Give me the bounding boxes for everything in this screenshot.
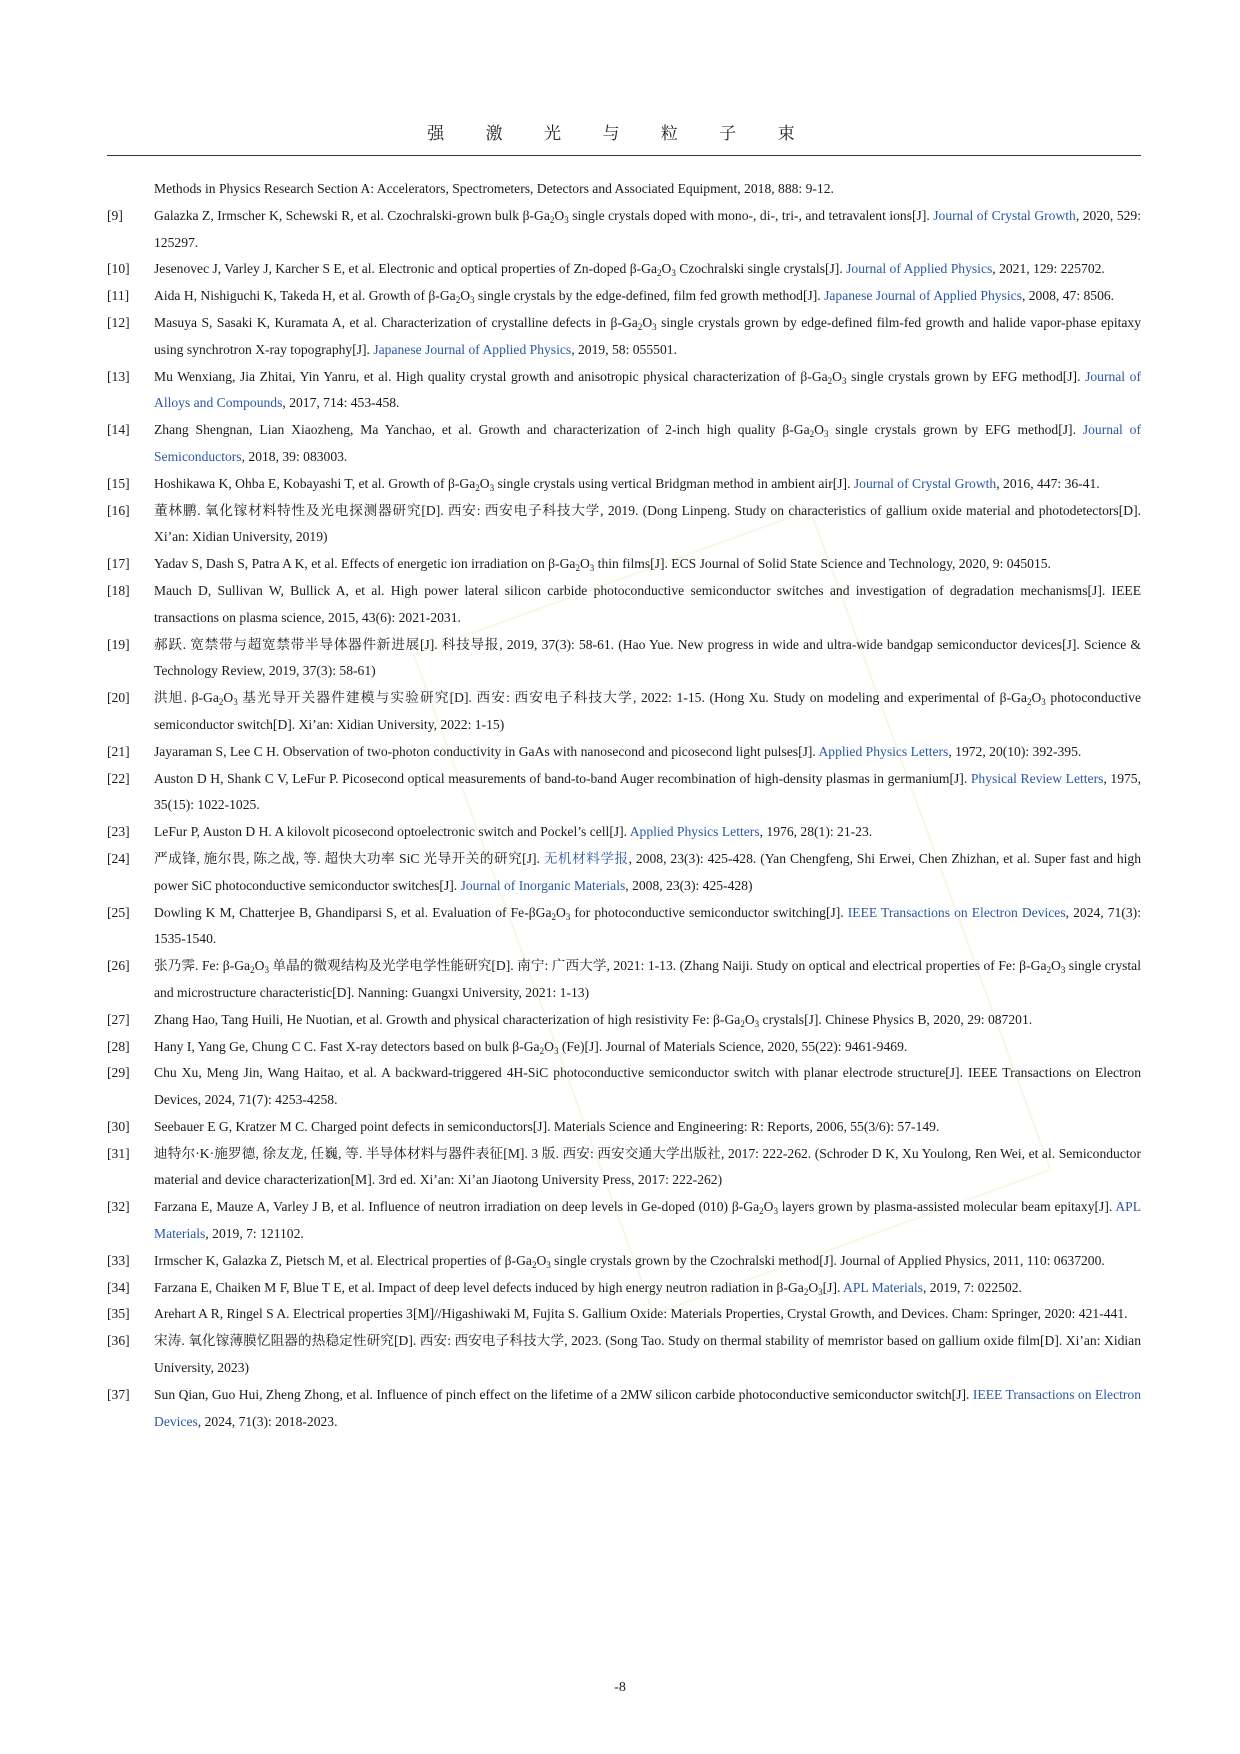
- reference-list: [107, 176, 1141, 1435]
- reference-text-segment: , 2024, 71(3): 2018-2023.: [197, 1413, 338, 1429]
- subscript: 2: [551, 911, 556, 922]
- reference-number: [14]: [107, 422, 130, 438]
- reference-text-segment: 张乃霁. Fe: β-Ga: [154, 958, 251, 974]
- reference-number: [37]: [107, 1386, 130, 1402]
- journal-link[interactable]: Journal of Inorganic Materials: [460, 877, 626, 893]
- reference-text-segment: 郝跃. 宽禁带与超宽禁带半导体器件新进展[J]. 科技导报, 2019, 37(3): 58-61. (Hao Yue. New progress in wide and ultra-wide bandgap semiconductor devices[J]. Science & Technology Review, 2019, 37(3): 58-61): [154, 636, 1141, 679]
- reference-text-segment: O: [642, 314, 653, 330]
- subscript: 3: [470, 295, 475, 306]
- reference-item: [107, 1141, 1141, 1195]
- subscript: 3: [1060, 965, 1066, 976]
- subscript: 3: [489, 482, 495, 493]
- reference-text-segment: O: [814, 422, 824, 438]
- subscript: 2: [1026, 697, 1032, 708]
- reference-number: [25]: [107, 904, 130, 920]
- page-number: -8: [614, 1680, 626, 1695]
- reference-text-segment: Mauch D, Sullivan W, Bullick A, et al. High power lateral silicon carbide photoconductive semiconductor switches and investigation of degradation mechanisms[J]. IEEE transactions on plasma science, 2015, 43(6): 2021-2031.: [154, 582, 1141, 625]
- subscript: 2: [455, 295, 461, 306]
- reference-text-segment: Dowling K M, Chatterjee B, Ghandiparsi S, et al. Evaluation of Fe-βGa: [154, 904, 552, 920]
- reference-text: [154, 1119, 939, 1134]
- reference-text: Methods in Physics Research Section A: Accelerators, Spectrometers, Detectors and Associated Equipment, 2018, 888: 9-12.: [154, 181, 834, 196]
- reference-number: [29]: [107, 1065, 130, 1081]
- subscript: 2: [549, 214, 555, 225]
- reference-text-segment: , 2008, 23(3): 425-428): [625, 877, 753, 893]
- subscript: 2: [803, 1286, 809, 1297]
- journal-link[interactable]: 无机材料学报: [543, 850, 629, 866]
- reference-item: [107, 1382, 1141, 1436]
- reference-text-segment: O: [808, 1279, 819, 1295]
- reference-item: [107, 417, 1141, 471]
- subscript: 3: [233, 697, 238, 708]
- reference-item: [107, 1007, 1141, 1034]
- reference-text: [154, 1280, 1022, 1295]
- subscript: 2: [1046, 965, 1051, 976]
- reference-text-segment: Hany I, Yang Ge, Chung C C. Fast X-ray detectors based on bulk β-Ga: [154, 1038, 540, 1054]
- reference-text-segment: , 2019, 7: 022502.: [922, 1279, 1022, 1295]
- journal-link[interactable]: Applied Physics Letters: [629, 824, 760, 840]
- reference-text-segment: 迪特尔·K·施罗德, 徐友龙, 任巍, 等. 半导体材料与器件表征[M]. 3 版. 西安: 西安交通大学出版社, 2017: 222-262. (Schroder D K, Xu Youlong, Ren Wei, et al. Semiconductor material and device characterization[M]. 3rd ed. Xi’an: Xi’an Jiaotong University Press, 2017: 222-262): [154, 1145, 1141, 1188]
- reference-text-segment: Zhang Shengnan, Lian Xiaozheng, Ma Yanchao, et al. Growth and characterization of 2-inch high quality β-Ga: [154, 422, 810, 438]
- journal-link[interactable]: Journal of Alloys and Compounds: [154, 368, 1141, 411]
- reference-text-segment: O: [579, 556, 590, 572]
- reference-number: [23]: [107, 824, 130, 840]
- subscript: 2: [657, 268, 662, 279]
- journal-link[interactable]: IEEE Transactions on Electron Devices: [154, 1386, 1142, 1429]
- reference-text-segment: , 2024, 71(3): 1535-1540.: [154, 904, 1141, 947]
- reference-text-segment: single crystals doped with mono-, di-, tri-, and tetravalent ions[J].: [568, 207, 934, 223]
- reference-item: [107, 1301, 1141, 1328]
- reference-number: [20]: [107, 690, 130, 706]
- reference-text: [154, 261, 1105, 279]
- reference-text-segment: LeFur P, Auston D H. A kilovolt picosecond optoelectronic switch and Pockel’s cell[J].: [154, 824, 630, 840]
- reference-text: [154, 744, 1081, 759]
- reference-item: [107, 471, 1141, 498]
- reference-text-segment: O: [536, 1252, 547, 1268]
- reference-text-segment: , 1976, 28(1): 21-23.: [759, 824, 873, 840]
- reference-number: [34]: [107, 1279, 130, 1295]
- reference-item: [107, 1194, 1141, 1248]
- subscript: 2: [250, 965, 255, 976]
- reference-text-segment: single crystals by the edge-defined, film fed growth method[J].: [474, 288, 825, 304]
- reference-text: [154, 315, 1141, 357]
- header-rule: [107, 155, 1141, 156]
- reference-item: [107, 1275, 1141, 1302]
- subscript: 3: [565, 911, 571, 922]
- reference-text-segment: , 2016, 447: 36-41.: [996, 475, 1100, 491]
- subscript: 3: [823, 429, 829, 440]
- reference-text: [154, 1012, 1032, 1027]
- reference-item: [107, 953, 1141, 1007]
- reference-text-segment: O: [254, 958, 265, 974]
- subscript: 3: [773, 1206, 778, 1217]
- subscript: 3: [264, 965, 269, 976]
- reference-text-segment: single crystals using vertical Bridgman method in ambient air[J].: [494, 475, 854, 491]
- reference-text-segment: 洪旭. β-Ga: [154, 690, 219, 706]
- reference-text-segment: , 2017, 714: 453-458.: [282, 395, 400, 411]
- reference-item: [107, 819, 1141, 846]
- reference-text-segment: single crystals grown by EFG method[J].: [846, 368, 1086, 384]
- subscript: 2: [531, 1259, 537, 1270]
- reference-text: [154, 637, 1141, 679]
- reference-text-segment: Yadav S, Dash S, Patra A K, et al. Effects of energetic ion irradiation on β-Ga: [154, 556, 576, 572]
- reference-text: [154, 824, 872, 839]
- reference-number: [11]: [107, 288, 130, 304]
- reference-text: [154, 690, 1141, 732]
- reference-text-segment: (Fe)[J]. Journal of Materials Science, 2020, 55(22): 9461-9469.: [558, 1038, 908, 1054]
- journal-link[interactable]: IEEE Transactions on Electron Devices: [847, 904, 1066, 920]
- journal-link[interactable]: Journal of Applied Physics: [846, 261, 993, 277]
- reference-text-segment: for photoconductive semiconductor switching[J].: [570, 904, 848, 920]
- reference-number: [17]: [107, 556, 130, 572]
- reference-item: [107, 632, 1141, 686]
- subscript: 2: [759, 1206, 764, 1217]
- reference-text: [154, 1039, 907, 1054]
- reference-number: [35]: [107, 1306, 130, 1322]
- reference-text: [154, 1387, 1141, 1429]
- reference-item: [107, 846, 1141, 900]
- journal-link[interactable]: Applied Physics Letters: [818, 743, 949, 759]
- reference-text: [154, 905, 1141, 947]
- reference-text-segment: single crystals grown by EFG method[J].: [828, 422, 1083, 438]
- subscript: 2: [218, 697, 224, 708]
- journal-link[interactable]: Journal of Crystal Growth: [933, 207, 1076, 223]
- subscript: 3: [818, 1286, 823, 1297]
- reference-text-segment: , 2008, 23(3): 425-428. (Yan Chengfeng, Shi Erwei, Chen Zhizhan, et al. Super fast and high power SiC photoconductive semiconductor switches[J].: [154, 850, 1142, 893]
- reference-item: [107, 283, 1141, 310]
- subscript: 3: [842, 375, 847, 386]
- reference-text-segment: single crystals grown by the Czochralski method[J]. Journal of Applied Physics, 2011, 110: 0637200.: [550, 1252, 1105, 1268]
- reference-item: [107, 310, 1141, 364]
- reference-number: [21]: [107, 743, 130, 759]
- reference-number: [33]: [107, 1252, 130, 1268]
- reference-text: [154, 1146, 1141, 1188]
- reference-item: [107, 364, 1141, 418]
- reference-item: [107, 498, 1141, 552]
- reference-text-segment: [J].: [822, 1279, 844, 1295]
- reference-item: [107, 203, 1141, 257]
- reference-text: [154, 556, 1051, 574]
- journal-header: 强 激 光 与 粒 子 束: [427, 124, 813, 144]
- reference-number: [19]: [107, 636, 130, 652]
- subscript: 2: [809, 429, 815, 440]
- reference-text-segment: O: [479, 475, 490, 491]
- subscript: 2: [740, 1018, 745, 1029]
- reference-text: [154, 208, 1141, 250]
- reference-text-segment: , 2018, 39: 083003.: [241, 448, 348, 464]
- reference-item: [107, 1114, 1141, 1141]
- subscript: 3: [671, 268, 676, 279]
- reference-text: [154, 1065, 1141, 1107]
- reference-text-segment: , 1975, 35(15): 1022-1025.: [154, 770, 1141, 813]
- reference-number: [36]: [107, 1333, 130, 1349]
- reference-text-segment: Galazka Z, Irmscher K, Schewski R, et al. Czochralski-grown bulk β-Ga: [154, 207, 550, 223]
- reference-text-segment: photoconductive semiconductor switch[D]. Xi’an: Xidian University, 2022: 1-15): [154, 690, 1141, 732]
- reference-text-segment: Farzana E, Chaiken M F, Blue T E, et al. Impact of deep level defects induced by high energy neutron radiation in β-Ga: [154, 1279, 804, 1295]
- reference-text: [154, 422, 1141, 464]
- subscript: 2: [539, 1045, 545, 1056]
- reference-text-segment: Jesenovec J, Varley J, Karcher S E, et al. Electronic and optical properties of Zn-doped β-Ga: [154, 261, 658, 277]
- reference-text-segment: 宋涛. 氧化镓薄膜忆阻器的热稳定性研究[D]. 西安: 西安电子科技大学, 2023. (Song Tao. Study on thermal stability of memristor based on gallium oxide film[D]. Xi’an: Xidian University, 2023): [154, 1333, 1141, 1376]
- reference-number: [12]: [107, 314, 130, 330]
- reference-number: [13]: [107, 368, 130, 384]
- journal-link[interactable]: Japanese Journal of Applied Physics: [373, 341, 572, 357]
- reference-number: [32]: [107, 1199, 130, 1215]
- reference-text-segment: Zhang Hao, Tang Huili, He Nuotian, et al. Growth and physical characterization of high resistivity Fe: β-Ga: [154, 1011, 741, 1027]
- reference-item: [107, 739, 1141, 766]
- reference-text-segment: Arehart A R, Ringel S A. Electrical properties 3[M]//Higashiwaki M, Fujita S. Gallium Oxide: Materials Properties, Crystal Growth, and Devices. Cham: Springer, 2020: 421-441.: [154, 1306, 1128, 1322]
- reference-text-segment: Czochralski single crystals[J].: [675, 261, 847, 277]
- reference-item: [107, 256, 1141, 283]
- reference-text-segment: O: [556, 904, 566, 920]
- reference-text-segment: , 2021, 129: 225702.: [992, 261, 1105, 277]
- reference-text-segment: Sun Qian, Guo Hui, Zheng Zhong, et al. Influence of pinch effect on the lifetime of a 2MW silicon carbide photoconductive semiconductor switch[J].: [154, 1386, 973, 1402]
- subscript: 2: [575, 563, 580, 574]
- reference-item: [107, 1034, 1141, 1061]
- reference-text: [154, 958, 1141, 1000]
- reference-number: [26]: [107, 958, 130, 974]
- reference-number: [18]: [107, 582, 130, 598]
- reference-text-segment: , 2019, 58: 055501.: [571, 341, 677, 357]
- reference-text: [154, 851, 1141, 893]
- reference-text-segment: crystals[J]. Chinese Physics B, 2020, 29: 087201.: [759, 1011, 1033, 1027]
- reference-item: [107, 1328, 1141, 1382]
- subscript: 3: [546, 1259, 551, 1270]
- reference-number: [16]: [107, 502, 130, 518]
- reference-text-segment: O: [460, 288, 471, 304]
- reference-text-segment: single crystals grown by edge-defined film-fed growth and halide vapor-phase epitaxy using synchrotron X-ray topography[J].: [154, 314, 1141, 357]
- reference-text-segment: , 2008, 47: 8506.: [1021, 288, 1115, 304]
- reference-continuation: [107, 176, 1141, 203]
- reference-number: [28]: [107, 1038, 130, 1054]
- reference-text: [154, 583, 1141, 625]
- reference-text-segment: O: [544, 1038, 554, 1054]
- reference-item: [107, 766, 1141, 820]
- reference-text-segment: Seebauer E G, Kratzer M C. Charged point defects in semiconductors[J]. Materials Science and Engineering: R: Reports, 2006, 55(3/6): 57-149.: [154, 1118, 940, 1134]
- reference-text-segment: 单晶的微观结构及光学电学性能研究[D]. 南宁: 广西大学, 2021: 1-13. (Zhang Naiji. Study on optical and electrical properties of Fe: β-Ga: [268, 958, 1047, 974]
- reference-text-segment: 董林鹏. 氧化镓材料特性及光电探测器研究[D]. 西安: 西安电子科技大学, 2019. (Dong Linpeng. Study on characteristics of gallium oxide material and photodetectors[D]. Xi’an: Xidian University, 2019): [154, 502, 1141, 545]
- journal-link[interactable]: Journal of Semiconductors: [154, 422, 1141, 464]
- reference-number: [31]: [107, 1145, 130, 1161]
- reference-text-segment: Irmscher K, Galazka Z, Pietsch M, et al. Electrical properties of β-Ga: [154, 1252, 532, 1268]
- journal-link[interactable]: APL Materials: [154, 1199, 1141, 1242]
- reference-text-segment: , 2019, 7: 121102.: [205, 1226, 304, 1242]
- reference-item: [107, 551, 1141, 578]
- journal-link[interactable]: Physical Review Letters: [970, 770, 1104, 786]
- reference-item: [107, 900, 1141, 954]
- reference-text-segment: O: [744, 1011, 755, 1027]
- reference-item: [107, 685, 1141, 739]
- subscript: 3: [589, 563, 595, 574]
- reference-number: [30]: [107, 1118, 130, 1134]
- reference-text-segment: 基光导开关器件建模与实验研究[D]. 西安: 西安电子科技大学, 2022: 1-15. (Hong Xu. Study on modeling and experimental of β-Ga: [237, 690, 1027, 706]
- subscript: 3: [553, 1045, 559, 1056]
- reference-text-segment: , 2020, 529: 125297.: [154, 207, 1141, 250]
- reference-number: [22]: [107, 770, 130, 786]
- reference-text: [154, 771, 1141, 813]
- reference-text-segment: 严成锋, 施尔畏, 陈之战, 等. 超快大功率 SiC 光导开关的研究[J].: [154, 850, 544, 866]
- reference-item: [107, 1060, 1141, 1114]
- reference-text-segment: Chu Xu, Meng Jin, Wang Haitao, et al. A backward-triggered 4H-SiC photoconductive semiconductor switch with planar electrode structure[J]. IEEE Transactions on Electron Devices, 2024, 71(7): 4253-4258.: [154, 1065, 1141, 1108]
- reference-item: [107, 1248, 1141, 1275]
- reference-text: [154, 288, 1115, 306]
- reference-text: [154, 476, 1100, 491]
- reference-text: [154, 1199, 1141, 1241]
- reference-number: [9]: [107, 207, 123, 223]
- subscript: 3: [652, 321, 657, 332]
- reference-number: [15]: [107, 475, 130, 491]
- journal-link[interactable]: Japanese Journal of Applied Physics: [824, 288, 1022, 304]
- reference-text-segment: Farzana E, Mauze A, Varley J B, et al. Influence of neutron irradiation on deep levels in Ge-doped (010) β-Ga: [154, 1199, 760, 1215]
- reference-text: [154, 369, 1141, 411]
- reference-text-segment: O: [763, 1199, 774, 1215]
- reference-text-segment: O: [1050, 958, 1061, 974]
- reference-text-segment: Mu Wenxiang, Jia Zhitai, Yin Yanru, et al. High quality crystal growth and anisotropic physical characterization of β-Ga: [154, 368, 828, 384]
- reference-item: [107, 578, 1141, 632]
- reference-text: [154, 1306, 1128, 1321]
- subscript: 2: [475, 482, 480, 493]
- subscript: 2: [827, 375, 833, 386]
- reference-text-segment: Jayaraman S, Lee C H. Observation of two-photon conductivity in GaAs with nanosecond and picosecond light pulses[J].: [154, 743, 819, 759]
- journal-link[interactable]: APL Materials: [843, 1279, 923, 1295]
- reference-text-segment: Aida H, Nishiguchi K, Takeda H, et al. Growth of β-Ga: [154, 288, 456, 304]
- reference-text-segment: O: [1031, 690, 1042, 706]
- reference-text: [154, 503, 1141, 545]
- reference-text-segment: Hoshikawa K, Ohba E, Kobayashi T, et al. Growth of β-Ga: [154, 475, 476, 491]
- reference-text-segment: , 1972, 20(10): 392-395.: [948, 743, 1082, 759]
- reference-text-segment: O: [554, 207, 565, 223]
- reference-text-segment: Masuya S, Sasaki K, Kuramata A, et al. Characterization of crystalline defects in β-Ga: [154, 314, 638, 330]
- reference-text-segment: Auston D H, Shank C V, LeFur P. Picosecond optical measurements of band-to-band Auger recombination of high-density plasmas in germanium[J].: [154, 770, 971, 786]
- reference-text-segment: O: [661, 261, 672, 277]
- reference-text-segment: layers grown by plasma-assisted molecular beam epitaxy[J].: [777, 1199, 1116, 1215]
- subscript: 3: [564, 214, 569, 225]
- reference-text-segment: single crystal and microstructure characteristic[D]. Nanning: Guangxi University, 2021: 1-13): [154, 958, 1141, 1000]
- reference-number: [10]: [107, 261, 130, 277]
- subscript: 3: [1041, 697, 1046, 708]
- reference-number: [27]: [107, 1011, 130, 1027]
- reference-number: [24]: [107, 850, 130, 866]
- journal-link[interactable]: Journal of Crystal Growth: [853, 475, 997, 491]
- reference-text-segment: thin films[J]. ECS Journal of Solid State Science and Technology, 2020, 9: 045015.: [594, 556, 1051, 572]
- reference-text: [154, 1333, 1141, 1375]
- reference-text-segment: O: [223, 690, 234, 706]
- subscript: 3: [754, 1018, 760, 1029]
- reference-text-segment: O: [832, 368, 842, 384]
- subscript: 2: [637, 321, 643, 332]
- reference-text: [154, 1253, 1105, 1268]
